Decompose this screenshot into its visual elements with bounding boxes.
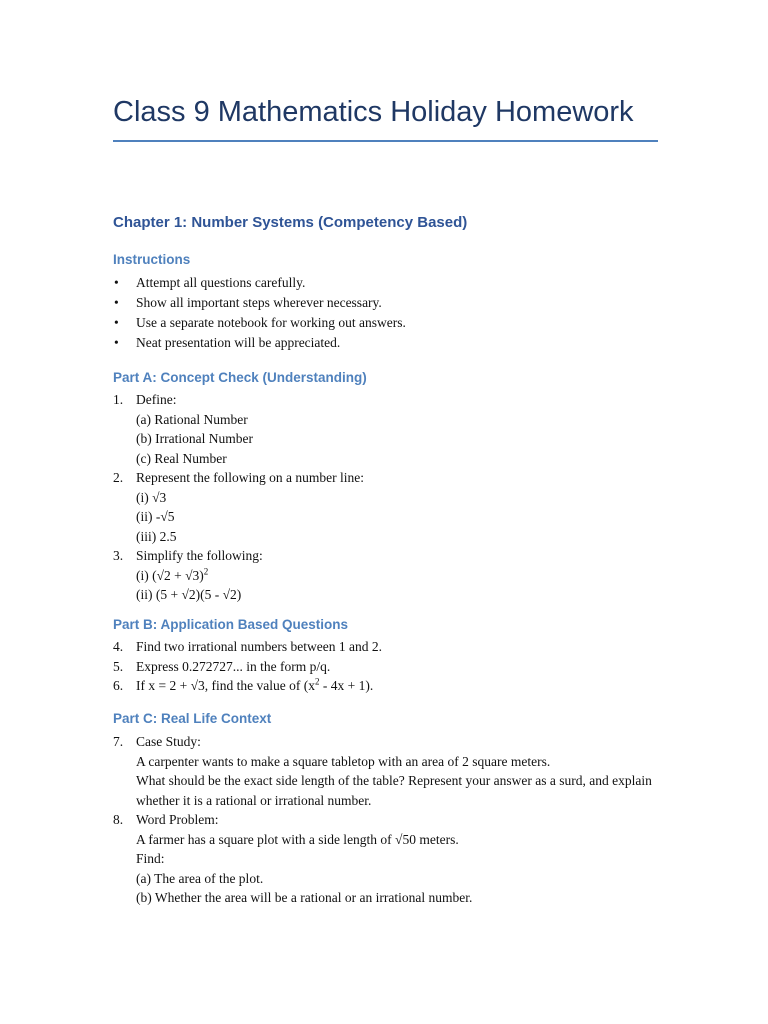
- question-item: [113, 546, 658, 605]
- bullet-icon: •: [114, 295, 119, 310]
- sub-question: (iii) 2.5: [136, 528, 177, 544]
- word-problem-text: Find:: [136, 851, 165, 866]
- list-item: • Attempt all questions carefully.: [113, 273, 658, 293]
- sub-question: (b) Irrational Number: [136, 431, 253, 446]
- document-page: [113, 92, 658, 905]
- question-text: Case Study:: [136, 734, 201, 749]
- sub-question: (ii) -√5: [136, 509, 175, 524]
- bullet-icon: •: [114, 275, 119, 290]
- question-item: [113, 468, 658, 546]
- question-item: [113, 390, 658, 468]
- question-number: 5.: [113, 658, 124, 674]
- part-a-questions: [113, 390, 658, 605]
- list-item: • Neat presentation will be appreciated.: [113, 333, 658, 353]
- bullet-icon: •: [114, 315, 119, 330]
- bullet-icon: •: [114, 335, 119, 350]
- sub-question: (c) Real Number: [136, 450, 227, 466]
- sub-question: (a) Rational Number: [136, 411, 248, 427]
- word-problem-text: A farmer has a square plot with a side length of √50 meters.: [136, 831, 459, 847]
- question-text: Find two irrational numbers between 1 and 2.: [136, 639, 382, 654]
- question-text: If x = 2 + √3, find the value of $(x^2 - 4x + 1)$.: [136, 676, 374, 693]
- sub-question: (ii) (5 + √2)(5 - √2): [136, 587, 242, 602]
- chapter-heading: Chapter 1: Number Systems (Competency Based): [113, 214, 468, 231]
- instructions-heading: Instructions: [113, 252, 191, 267]
- question-item: [113, 676, 658, 696]
- question-number: 7.: [113, 734, 124, 749]
- question-number: 8.: [113, 812, 124, 827]
- question-item: [113, 657, 658, 677]
- instructions-list: [113, 273, 658, 353]
- question-item: [113, 810, 658, 908]
- list-item: • Show all important steps wherever necessary.: [113, 293, 658, 313]
- case-study-text: What should be the exact side length of the table? Represent your answer as a surd, and explain whether it is a rational or irrational number.: [136, 773, 652, 808]
- question-number: 3.: [113, 548, 124, 563]
- part-c-heading: Part C: Real Life Context: [113, 711, 272, 726]
- question-item: [113, 732, 658, 810]
- question-text: Represent the following on a number line:: [136, 470, 364, 485]
- question-text: Simplify the following:: [136, 548, 263, 563]
- question-item: [113, 637, 658, 657]
- question-text: Define:: [136, 392, 177, 407]
- question-number: 1.: [113, 392, 124, 407]
- part-c-questions: [113, 732, 658, 908]
- sub-question: (i) $(√2 + √3)^2$: [136, 566, 209, 583]
- page-title: Class 9 Mathematics Holiday Homework: [113, 96, 634, 128]
- case-study-text: A carpenter wants to make a square tabletop with an area of 2 square meters.: [136, 753, 551, 769]
- question-text: Word Problem:: [136, 812, 219, 827]
- list-item: • Use a separate notebook for working out answers.: [113, 313, 658, 333]
- sub-question: (b) Whether the area will be a rational or an irrational number.: [136, 890, 473, 905]
- question-number: 4.: [113, 639, 124, 654]
- sub-question: (i) √3: [136, 489, 167, 505]
- question-number: 2.: [113, 470, 124, 485]
- title-divider: [113, 140, 658, 142]
- question-text: Express 0.272727... in the form p/q.: [136, 658, 331, 674]
- part-a-heading: Part A: Concept Check (Understanding): [113, 370, 367, 385]
- question-number: 6.: [113, 678, 124, 693]
- part-b-questions: [113, 637, 658, 696]
- sub-question: (a) The area of the plot.: [136, 870, 264, 886]
- part-b-heading: Part B: Application Based Questions: [113, 617, 349, 632]
